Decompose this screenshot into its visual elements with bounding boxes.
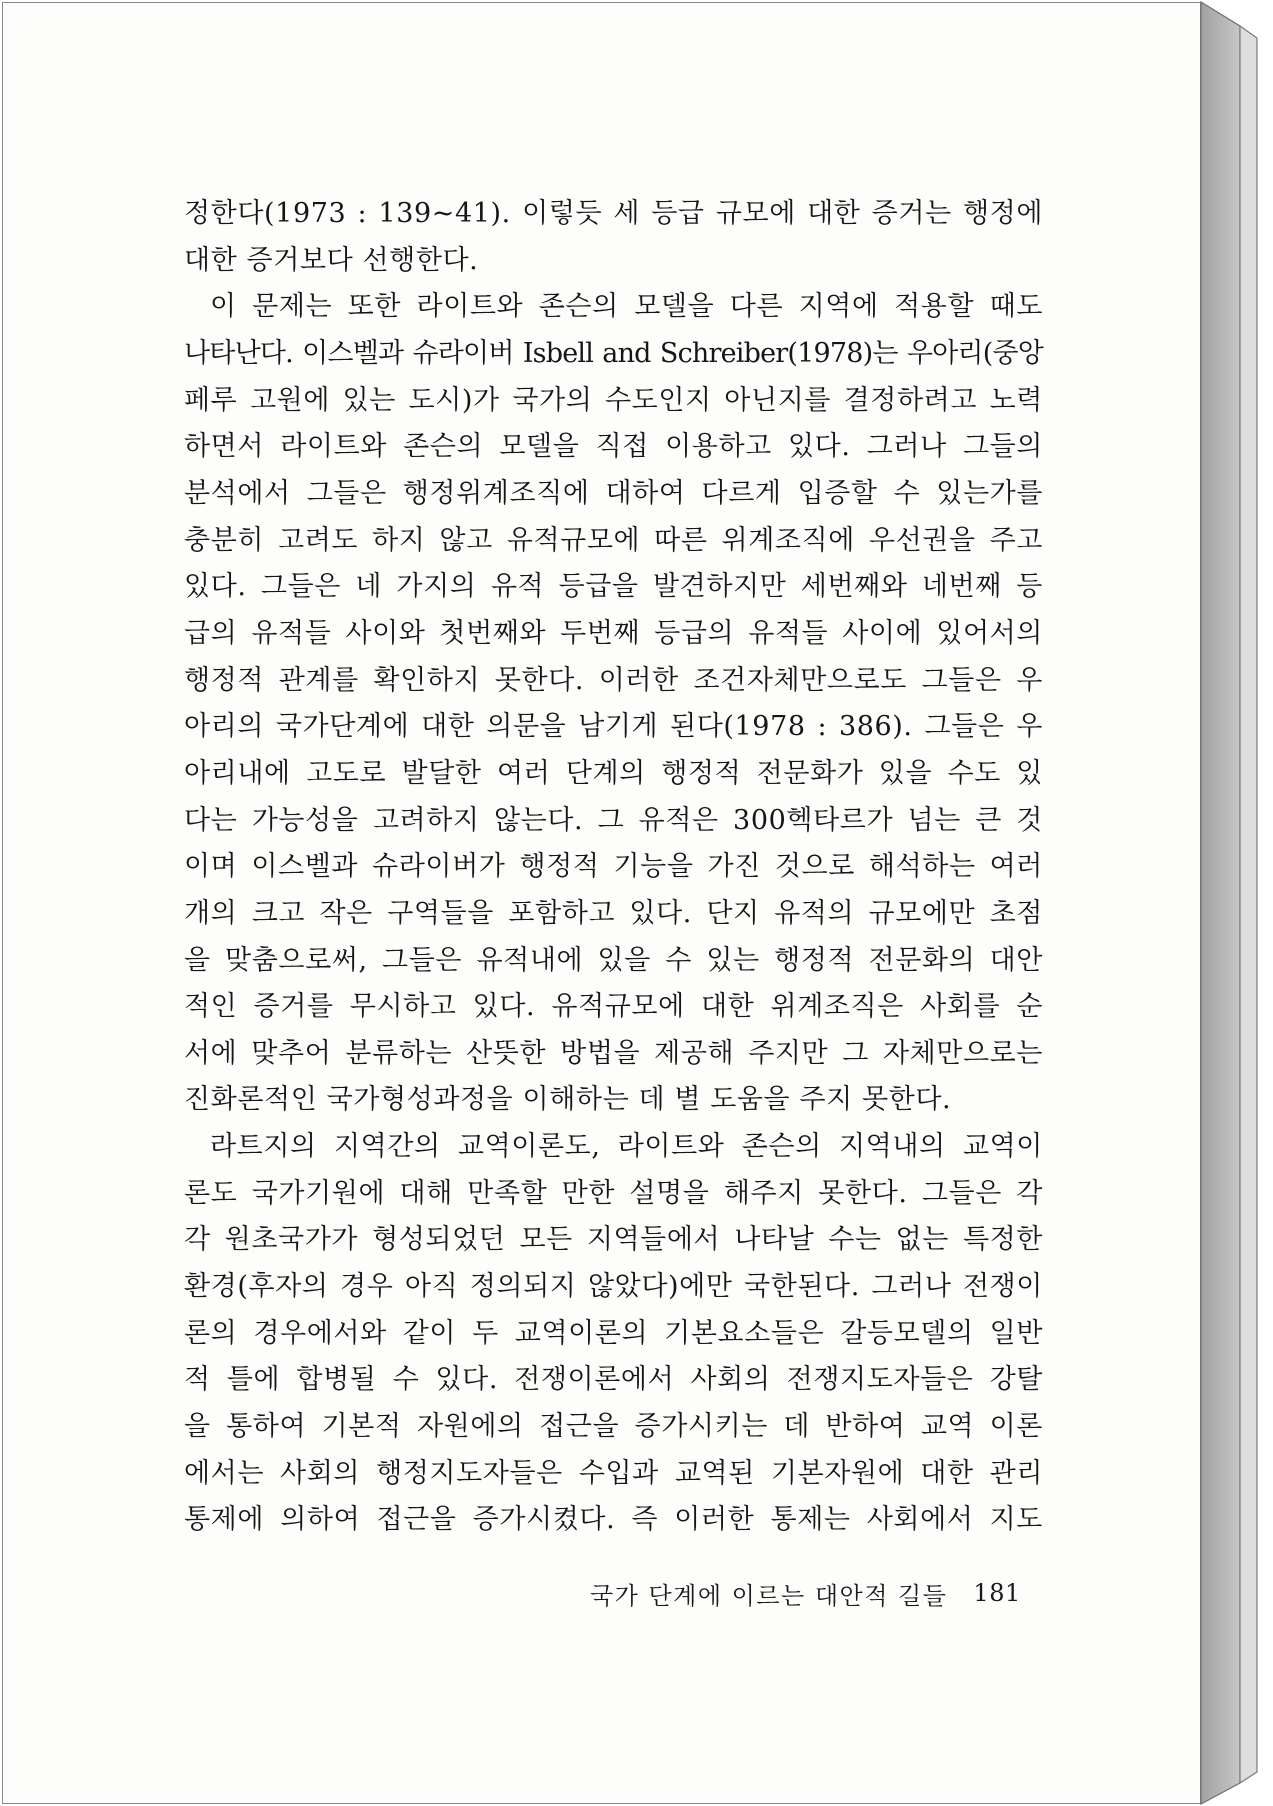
text-line: 충분히 고려도 하지 않고 유적규모에 따른 위계조직에 우선권을 주고 [184,524,1043,556]
paragraph [184,284,1043,1124]
text-line: 라트지의 지역간의 교역이론도, 라이트와 존슨의 지역내의 교역이 [210,1131,1043,1163]
text-line: 적인 증거를 무시하고 있다. 유적규모에 대한 위계조직은 사회를 순 [184,991,1043,1023]
paragraph [184,191,1043,284]
text-line: 행정적 관계를 확인하지 못한다. 이러한 조건자체만으로도 그들은 우 [184,664,1043,696]
text-line: 정한다(1973 : 139~41). 이렇듯 세 등급 규모에 대한 증거는 행정에 [184,198,1043,229]
text-line: 진화론적인 국가형성과정을 이해하는 데 별 도움을 주지 못한다. [184,1084,952,1116]
text-line: 아리내에 고도로 발달한 여러 단계의 행정적 전문화가 있을 수도 있 [184,757,1043,789]
text-line: 서에 맞추어 분류하는 산뜻한 방법을 제공해 주지만 그 자체만으로는 [184,1037,1043,1069]
text-line: 이 문제는 또한 라이트와 존슨의 모델을 다른 지역에 적용할 때도 [210,291,1043,323]
text-line: 을 통하여 기본적 자원에의 접근을 증가시키는 데 반하여 교역 이론 [184,1411,1043,1443]
running-footer [590,1570,1021,1616]
running-footer-title: 국가 단계에 이르는 대안적 길들 [590,1581,948,1610]
text-line: 각 원초국가가 형성되었던 모든 지역들에서 나타날 수는 없는 특정한 [184,1224,1043,1256]
text-line: 통제에 의하여 접근을 증가시켰다. 즉 이러한 통제는 사회에서 지도 [184,1504,1043,1536]
text-line: 개의 크고 작은 구역들을 포함하고 있다. 단지 유적의 규모에만 초점 [184,897,1043,929]
page-stack-side [1201,2,1240,1804]
text-line: 하면서 라이트와 존슨의 모델을 직접 이용하고 있다. 그러나 그들의 [184,431,1043,463]
text-line: 이며 이스벨과 슈라이버가 행정적 기능을 가진 것으로 해석하는 여러 [184,851,1043,883]
text-line: 을 맞춤으로써, 그들은 유적내에 있을 수 있는 행정적 전문화의 대안 [184,944,1043,976]
text-line: 적 틀에 합병될 수 있다. 전쟁이론에서 사회의 전쟁지도자들은 강탈 [184,1364,1043,1396]
text-line: 급의 유적들 사이와 첫번째와 두번째 등급의 유적들 사이에 있어서의 [184,617,1043,649]
text-line: 론의 경우에서와 같이 두 교역이론의 기본요소들은 갈등모델의 일반 [184,1317,1043,1349]
text-line: 에서는 사회의 행정지도자들은 수입과 교역된 기본자원에 대한 관리 [184,1457,1043,1489]
text-line: 페루 고원에 있는 도시)가 국가의 수도인지 아닌지를 결정하려고 노력 [184,384,1043,416]
text-line: 분석에서 그들은 행정위계조직에 대하여 다르게 입증할 수 있는가를 [184,477,1043,509]
text-line: 아리의 국가단계에 대한 의문을 남기게 된다(1978 : 386). 그들은 우 [184,711,1043,743]
text-line: 나타난다. 이스벨과 슈라이버 Isbell and Schreiber(1978)는 우아리(중앙 [184,337,1043,369]
paragraph [184,1124,1043,1544]
page-stack-rim [1240,26,1257,1783]
text-line: 있다. 그들은 네 가지의 유적 등급을 발견하지만 세번째와 네번째 등 [184,571,1043,603]
text-line: 론도 국가기원에 대해 만족할 만한 설명을 해주지 못한다. 그들은 각 [184,1177,1043,1209]
text-line: 대한 증거보다 선행한다. [184,244,479,276]
page-number: 181 [973,1579,1021,1607]
body-text [184,191,1043,1544]
text-line: 환경(후자의 경우 아직 정의되지 않았다)에만 국한된다. 그러나 전쟁이 [184,1271,1043,1303]
text-line: 다는 가능성을 고려하지 않는다. 그 유적은 300헥타르가 넘는 큰 것 [184,804,1043,836]
